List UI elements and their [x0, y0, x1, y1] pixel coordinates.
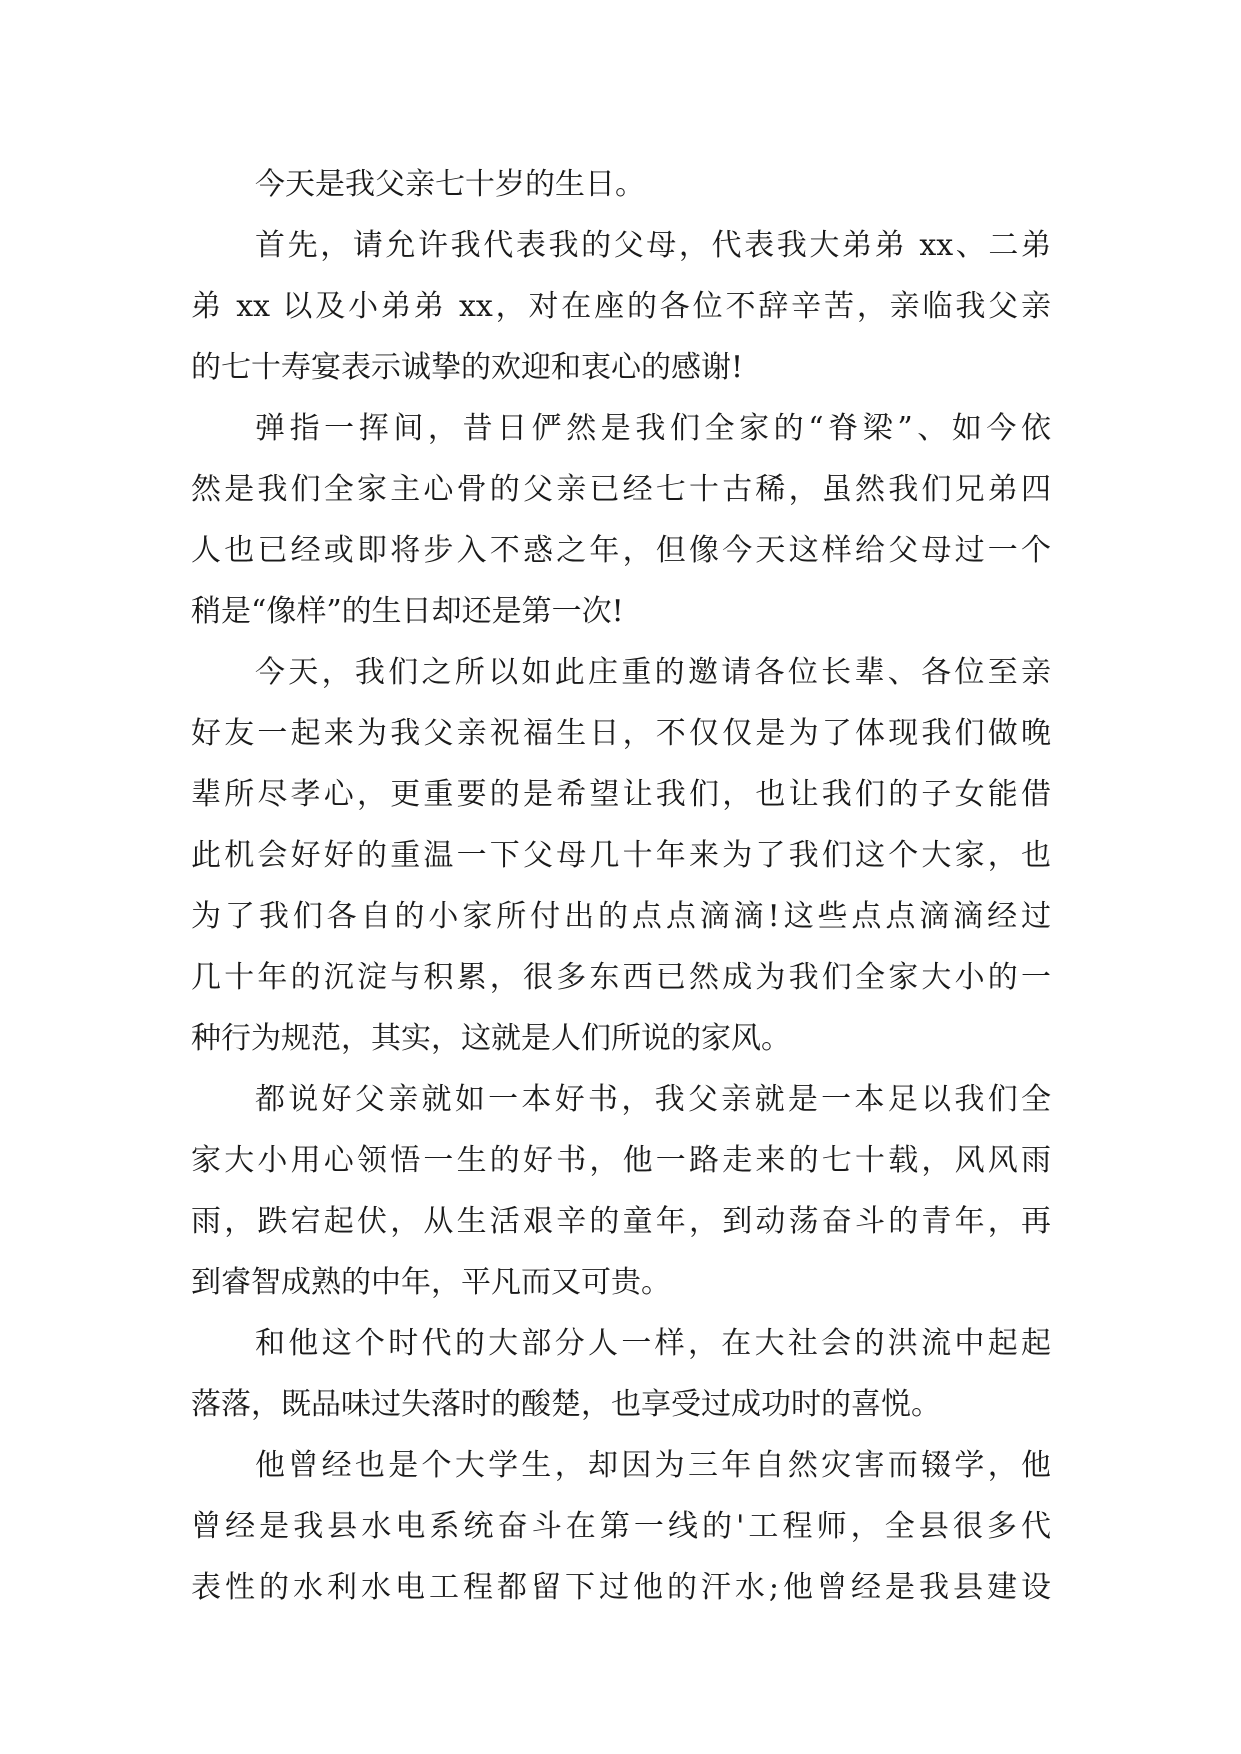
- text-line: 到睿智成熟的中年，平凡而又可贵。: [191, 1265, 671, 1300]
- text-line: 几十年的沉淀与积累，很多东西已然成为我们全家大小的一: [191, 960, 1051, 995]
- text-line: 弹指一挥间，昔日俨然是我们全家的“脊梁”、如今依: [255, 411, 1051, 446]
- text-line: 此机会好好的重温一下父母几十年来为了我们这个大家，也: [191, 838, 1051, 873]
- text-line: 然是我们全家主心骨的父亲已经七十古稀，虽然我们兄弟四: [191, 472, 1051, 507]
- text-line: 曾经是我县水电系统奋斗在第一线的'工程师，全县很多代: [191, 1509, 1051, 1544]
- text-line: 雨，跌宕起伏，从生活艰辛的童年，到动荡奋斗的青年，再: [191, 1204, 1051, 1239]
- document-body: [191, 154, 1051, 1618]
- text-line: 今天，我们之所以如此庄重的邀请各位长辈、各位至亲: [255, 655, 1051, 690]
- text-line: 种行为规范，其实，这就是人们所说的家风。: [191, 1021, 791, 1056]
- text-line: 稍是“像样”的生日却还是第一次!: [191, 594, 624, 629]
- text-line: 首先，请允许我代表我的父母，代表我大弟弟 xx、二弟: [255, 228, 1051, 263]
- text-line: 的七十寿宴表示诚挚的欢迎和衷心的感谢!: [191, 350, 744, 385]
- text-line: 都说好父亲就如一本好书，我父亲就是一本足以我们全: [255, 1082, 1051, 1117]
- text-line: 和他这个时代的大部分人一样，在大社会的洪流中起起: [255, 1326, 1051, 1361]
- text-line: 弟 xx 以及小弟弟 xx，对在座的各位不辞辛苦，亲临我父亲: [191, 289, 1051, 324]
- text-line: 今天是我父亲七十岁的生日。: [255, 167, 645, 202]
- text-line: 他曾经也是个大学生，却因为三年自然灾害而辍学，他: [255, 1448, 1051, 1483]
- text-line: 为了我们各自的小家所付出的点点滴滴!这些点点滴滴经过: [191, 899, 1051, 934]
- text-line: 辈所尽孝心，更重要的是希望让我们，也让我们的子女能借: [191, 777, 1051, 812]
- text-line: 人也已经或即将步入不惑之年，但像今天这样给父母过一个: [191, 533, 1051, 568]
- text-line: 好友一起来为我父亲祝福生日，不仅仅是为了体现我们做晚: [191, 716, 1051, 751]
- text-line: 家大小用心领悟一生的好书，他一路走来的七十载，风风雨: [191, 1143, 1051, 1178]
- text-line: 落落，既品味过失落时的酸楚，也享受过成功时的喜悦。: [191, 1387, 941, 1422]
- text-line: 表性的水利水电工程都留下过他的汗水;他曾经是我县建设: [191, 1570, 1051, 1605]
